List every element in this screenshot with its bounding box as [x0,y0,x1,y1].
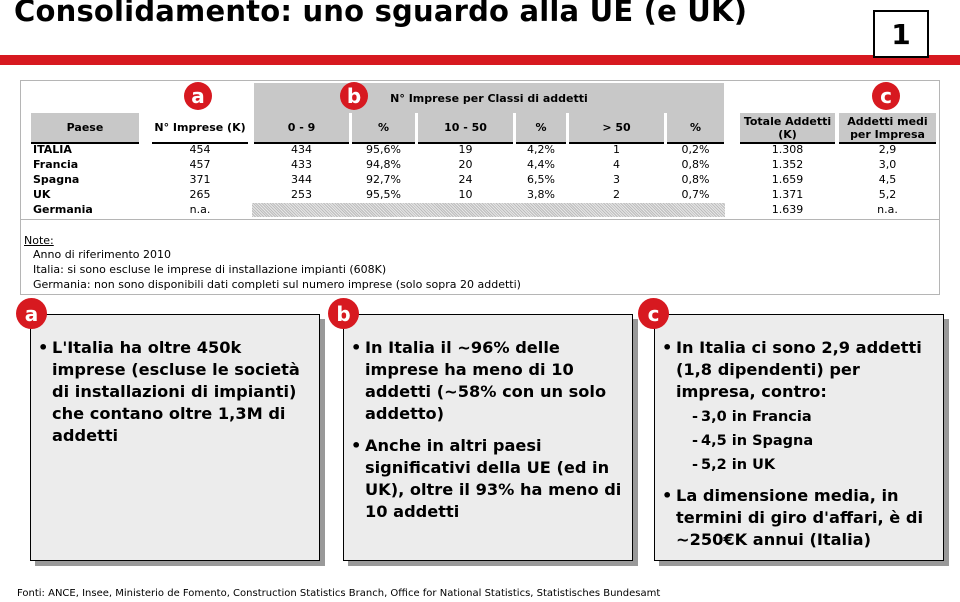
header-pct-50: % [667,113,724,144]
group-header: N° Imprese per Classi di addetti [254,83,724,113]
row-pct-0-9: 95,6% [366,143,401,156]
row-0-9: 344 [291,173,312,186]
row-50: 1 [613,143,620,156]
header-pct-0-9: % [352,113,415,144]
row-10-50: 10 [458,188,473,201]
row-country: Francia [33,158,79,171]
row-imprese: 457 [189,158,211,171]
row-medi: 2,9 [878,143,897,156]
marker-c: c [872,82,900,110]
panel-b-bullet: • In Italia il ~96% delle imprese ha meno di 10 addetti (~58% con un solo addetto) [349,337,624,425]
header-medi: Addetti medi per Impresa [839,113,936,144]
panel-c-bullet: • La dimensione media, in termini di giro d'affari, è di ~250€K annui (Italia) [660,485,937,551]
row-10-50: 20 [458,158,473,171]
header-50: > 50 [569,113,664,144]
header-totale: Totale Addetti (K) [740,113,835,144]
header-paese: Paese [31,113,139,144]
row-0-9: 434 [291,143,312,156]
row-totale: 1.352 [771,158,804,171]
row-pct-0-9: 95,5% [366,188,401,201]
header-10-50: 10 - 50 [418,113,513,144]
row-imprese: 371 [189,173,211,186]
data-table [20,80,940,295]
sources-footer: Fonti: ANCE, Insee, Ministerio de Fomento, Construction Statistics Branch, Office for National Statistics, Statistisches Bundesamt [17,588,661,599]
row-country: ITALIA [33,143,72,156]
row-pct-10-50: 3,8% [527,188,555,201]
row-medi: 4,5 [878,173,897,186]
row-totale: 1.308 [771,143,804,156]
panel-a-bullet: • L'Italia ha oltre 450k imprese (escluse le società di installazioni di impianti) che contano oltre 1,3M di addetti [36,337,311,447]
row-50: 3 [613,173,620,186]
note-line: Anno di riferimento 2010 [33,248,172,261]
row-medi: 3,0 [878,158,897,171]
row-10-50: 19 [458,143,473,156]
row-50: 2 [613,188,620,201]
header-pct-10-50: % [516,113,566,144]
row-pct-50: 0,2% [681,143,710,156]
panel-c-subitem: - 4,5 in Spagna [660,429,937,453]
row-pct-50: 0,8% [681,158,710,171]
panel-c-subitem: - 5,2 in UK [660,453,937,477]
row-pct-50: 0,7% [681,188,710,201]
row-imprese: n.a. [189,203,211,216]
panel-c-subitem: - 3,0 in Francia [660,405,937,429]
row-10-50: 24 [458,173,473,186]
row-pct-10-50: 4,2% [527,143,555,156]
row-country: Germania [33,203,93,216]
row-0-9: 253 [291,188,312,201]
panel-b-bullet: • Anche in altri paesi significativi della UE (ed in UK), oltre il 93% ha meno di 10 addetti [349,435,624,523]
row-medi: n.a. [877,203,898,216]
panel-b-marker: b [328,298,359,329]
row-pct-0-9: 92,7% [366,173,401,186]
row-totale: 1.639 [771,203,804,216]
header-0-9: 0 - 9 [254,113,349,144]
panel-c [654,314,944,561]
panel-a-marker: a [16,298,47,329]
marker-a: a [184,82,212,110]
page-title: Consolidamento: uno sguardo alla UE (e UK) [14,0,748,28]
note-line: Germania: non sono disponibili dati completi sul numero imprese (solo sopra 20 addetti) [33,278,521,291]
panel-c-marker: c [638,298,669,329]
panel-c-bullet: • In Italia ci sono 2,9 addetti (1,8 dipendenti) per impresa, contro: [660,337,937,403]
germania-na-shading [252,203,725,217]
row-country: Spagna [33,173,80,186]
notes-divider [21,219,939,220]
row-pct-10-50: 6,5% [527,173,555,186]
row-pct-50: 0,8% [681,173,710,186]
title-underline-bar [0,55,960,65]
header-imprese: N° Imprese (K) [152,113,248,144]
row-pct-0-9: 94,8% [366,158,401,171]
row-totale: 1.659 [771,173,804,186]
row-0-9: 433 [291,158,312,171]
row-pct-10-50: 4,4% [527,158,555,171]
note-line: Italia: si sono escluse le imprese di installazione impianti (608K) [33,263,387,276]
row-medi: 5,2 [878,188,897,201]
row-50: 4 [613,158,620,171]
row-country: UK [33,188,51,201]
page-number-box: 1 [873,10,929,58]
row-imprese: 454 [189,143,211,156]
row-totale: 1.371 [771,188,804,201]
marker-b: b [340,82,368,110]
panel-b [343,314,633,561]
notes-heading: Note: [24,234,54,247]
row-imprese: 265 [189,188,211,201]
panel-a [30,314,320,561]
